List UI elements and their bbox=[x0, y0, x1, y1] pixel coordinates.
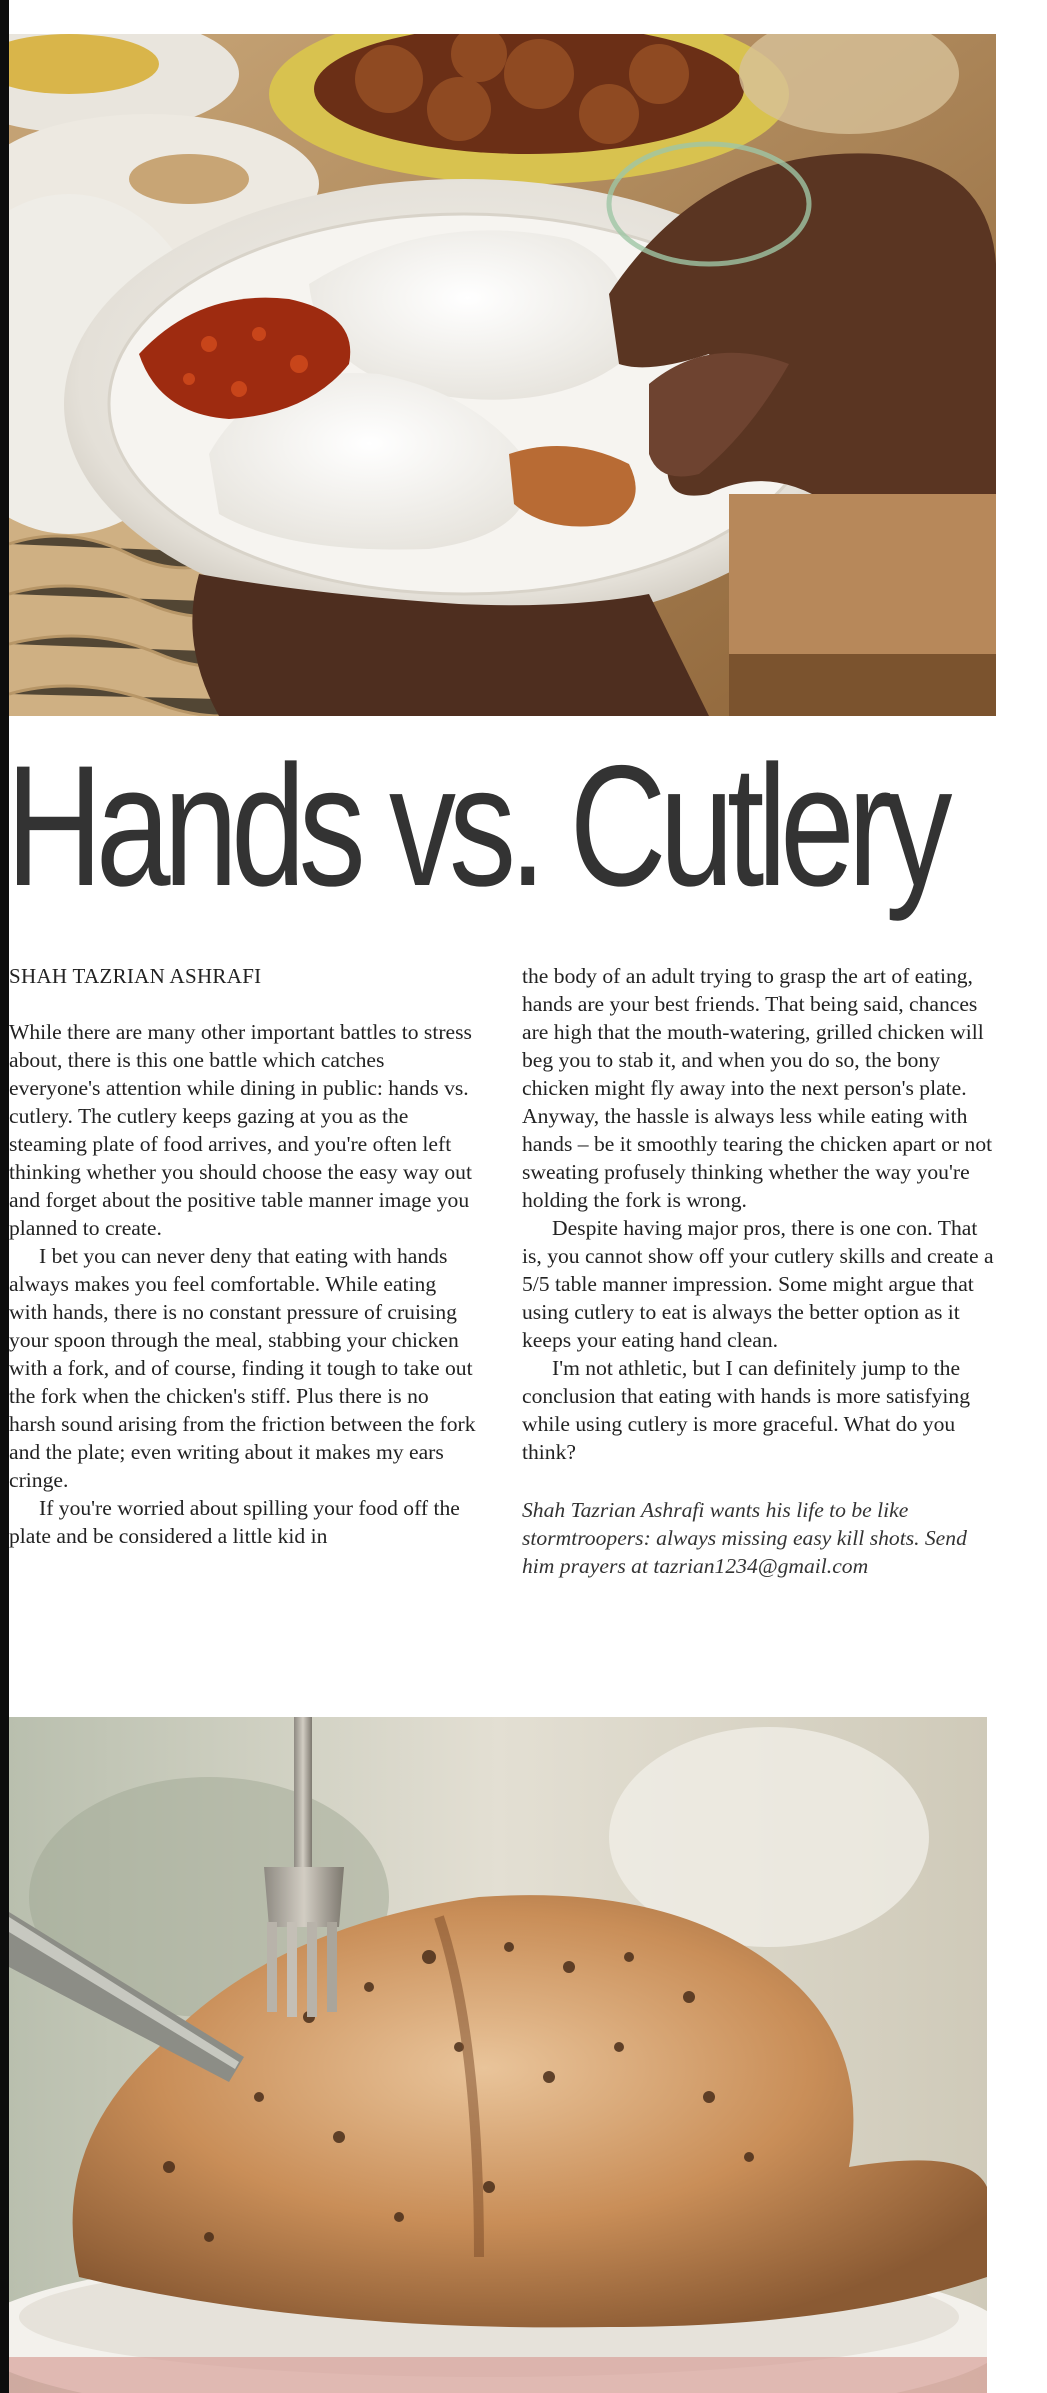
article-headline: Hands vs. Cutlery bbox=[6, 730, 946, 922]
article-paragraph: I'm not athletic, but I can definitely jump to the conclusion that eating with hands is more satisfying while using cutlery is more graceful. What do you think? bbox=[522, 1356, 970, 1464]
page-edge-rule bbox=[0, 0, 9, 2393]
article-paragraph: If you're worried about spilling your food off the plate and be considered a little kid in bbox=[9, 1496, 460, 1548]
article-column-right bbox=[522, 962, 998, 1580]
article-byline: SHAH TAZRIAN ASHRAFI bbox=[9, 964, 262, 988]
photo-rice-plate bbox=[9, 34, 996, 716]
article-paragraph: I bet you can never deny that eating with hands always makes you feel comfortable. While eating with hands, there is no constant pressure of cruising your spoon through the meal, stabbing your chicken with a fork, and of course, finding it tough to take out the fork when the chicken's stiff. Plus there is no harsh sound arising from the friction between the fork and the plate; even writing about it makes my ears cringe. bbox=[9, 1244, 476, 1492]
photo-roast-chicken bbox=[9, 1717, 987, 2393]
article-paragraph: While there are many other important battles to stress about, there is this one battle which catches everyone's attention while dining in public: hands vs. cutlery. The cutlery keeps gazing at you as the steaming plate of food arrives, and you're often left thinking whether you should choose the easy way out and forget about the positive table manner image you planned to create. bbox=[9, 1020, 472, 1240]
article-column-left bbox=[9, 962, 479, 1550]
rice-plate-illustration bbox=[9, 34, 996, 716]
author-note: Shah Tazrian Ashrafi wants his life to be like stormtroopers: always missing easy kill shots. Send him prayers at tazrian1234@gmail.com bbox=[522, 1498, 967, 1578]
roast-chicken-illustration bbox=[9, 1717, 987, 2393]
article-paragraph: Despite having major pros, there is one con. That is, you cannot show off your cutlery skills and create a 5/5 table manner impression. Some might argue that using cutlery to eat is always the better option as it keeps your eating hand clean. bbox=[522, 1216, 994, 1352]
article-paragraph: the body of an adult trying to grasp the art of eating, hands are your best friends. That being said, chances are high that the mouth-watering, grilled chicken will beg you to stab it, and when you do so, the bony chicken might fly away into the next person's plate. Anyway, the hassle is always less while eating with hands – be it smoothly tearing the chicken apart or not sweating profusely thinking whether the way you're holding the fork is wrong. bbox=[522, 964, 993, 1212]
